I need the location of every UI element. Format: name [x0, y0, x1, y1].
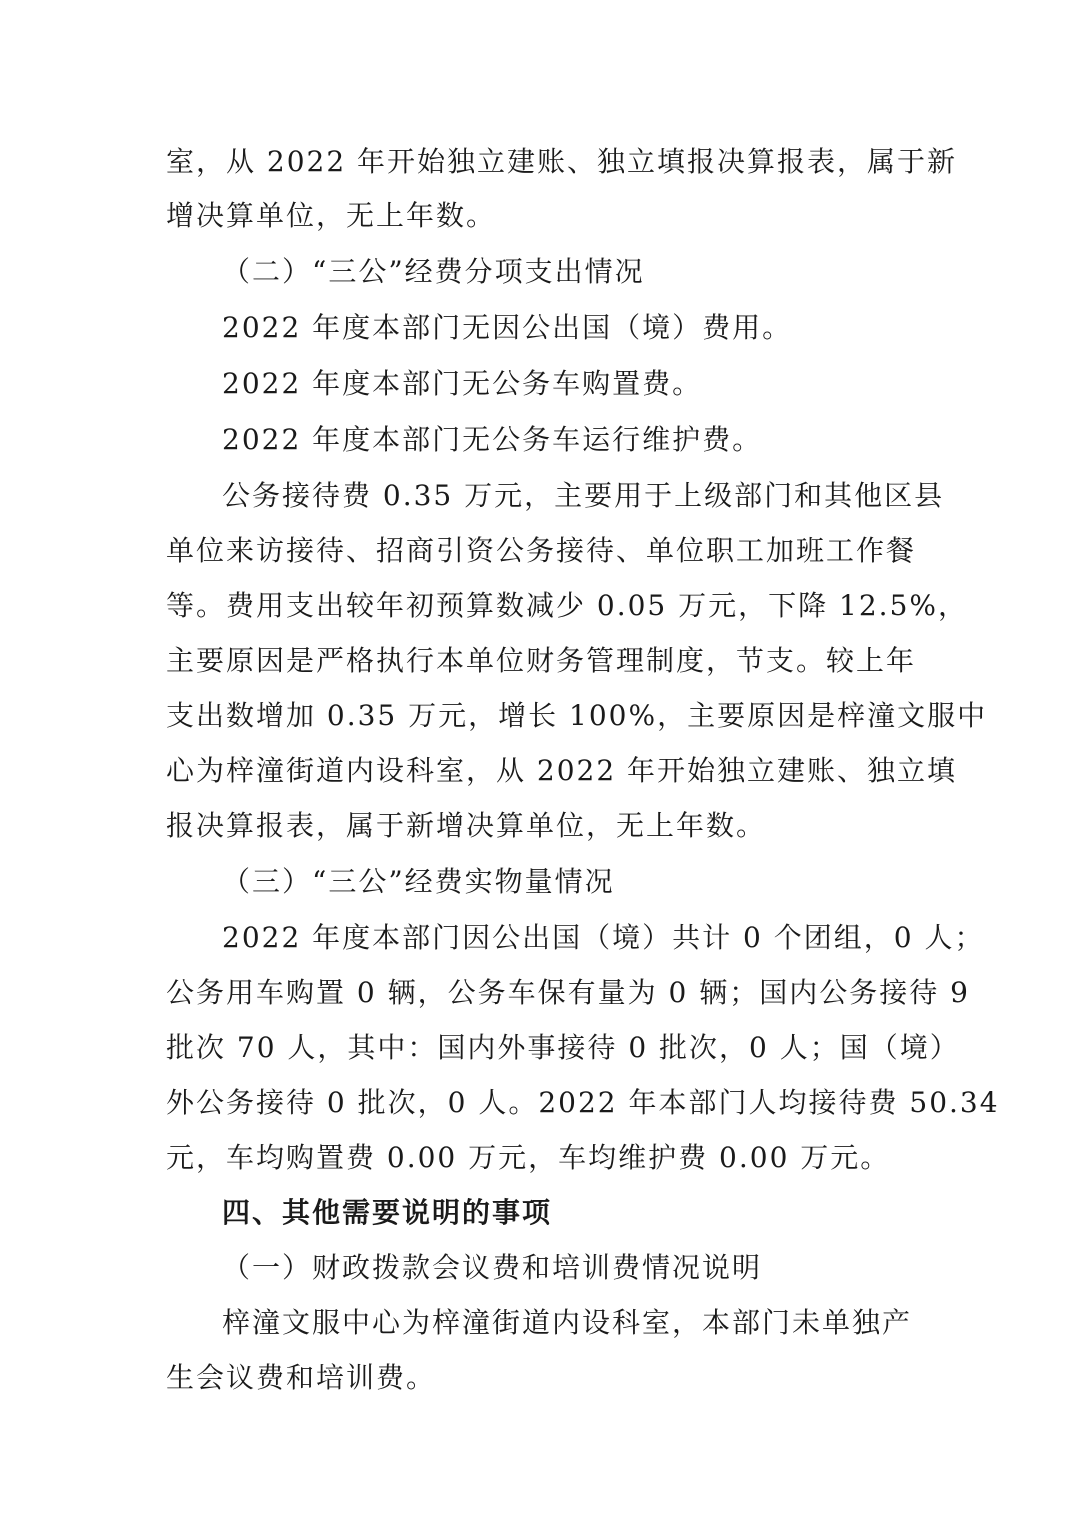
paragraph-line: 元，车均购置费 0.00 万元，车均维护费 0.00 万元。 — [166, 1141, 891, 1174]
paragraph-line: 主要原因是严格执行本单位财务管理制度，节支。较上年 — [166, 644, 917, 677]
paragraph-line: 单位来访接待、招商引资公务接待、单位职工加班工作餐 — [166, 534, 917, 567]
paragraph-line: 室，从 2022 年开始独立建账、独立填报决算报表，属于新 — [166, 145, 958, 178]
paragraph-line: 支出数增加 0.35 万元，增长 100%，主要原因是梓潼文服中 — [166, 699, 988, 732]
paragraph-line: 增决算单位，无上年数。 — [166, 199, 497, 232]
section-heading: （三）“三公”经费实物量情况 — [222, 865, 615, 898]
paragraph-line: 梓潼文服中心为梓潼街道内设科室，本部门未单独产 — [222, 1306, 913, 1339]
paragraph-line: 外公务接待 0 批次，0 人。2022 年本部门人均接待费 50.34 — [166, 1086, 1000, 1119]
paragraph-line: 心为梓潼街道内设科室，从 2022 年开始独立建账、独立填 — [166, 754, 958, 787]
paragraph-line: 公务用车购置 0 辆，公务车保有量为 0 辆；国内公务接待 9 — [166, 976, 970, 1009]
section-heading: 四、其他需要说明的事项 — [222, 1196, 553, 1229]
section-heading: （二）“三公”经费分项支出情况 — [222, 255, 645, 288]
paragraph-line: 2022 年度本部门无公务车购置费。 — [222, 367, 703, 400]
paragraph-line: 2022 年度本部门无因公出国（境）费用。 — [222, 311, 793, 344]
paragraph-line: 公务接待费 0.35 万元，主要用于上级部门和其他区县 — [222, 479, 945, 512]
paragraph-line: 生会议费和培训费。 — [166, 1361, 437, 1394]
paragraph-line: 报决算报表，属于新增决算单位，无上年数。 — [166, 809, 767, 842]
paragraph-line: 2022 年度本部门因公出国（境）共计 0 个团组，0 人； — [222, 921, 985, 954]
paragraph-line: 批次 70 人，其中：国内外事接待 0 批次，0 人；国（境） — [166, 1031, 960, 1064]
paragraph-line: 等。费用支出较年初预算数减少 0.05 万元，下降 12.5%， — [166, 589, 968, 622]
paragraph-line: 2022 年度本部门无公务车运行维护费。 — [222, 423, 763, 456]
subsection-heading: （一）财政拨款会议费和培训费情况说明 — [222, 1251, 763, 1284]
